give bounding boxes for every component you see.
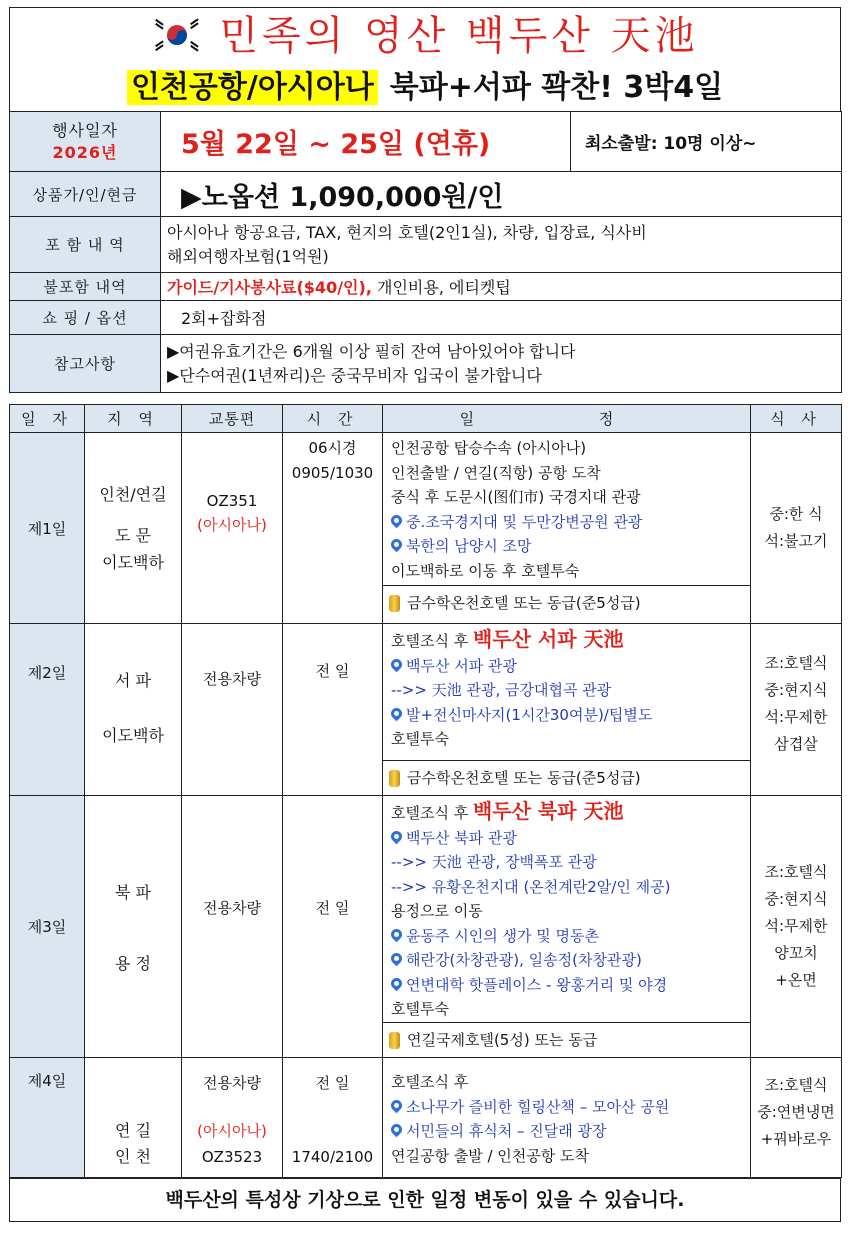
time-value: 0905/1030 — [291, 463, 374, 482]
plan-line-sight: 백두산 서파 관광 — [391, 654, 750, 679]
hotel-icon — [389, 595, 400, 612]
notes-cell — [161, 335, 842, 393]
flight-number: OZ351 — [206, 492, 258, 510]
col-header-day: 일 자 — [10, 405, 85, 433]
region-line: 인 천 — [115, 1147, 151, 1166]
note-1: ▶여권유효기간은 6개월 이상 필히 잔여 남아있어야 합니다 — [167, 341, 576, 361]
region-cell — [85, 624, 182, 796]
plan-line: -->> 天池 관광, 장백폭포 관광 — [391, 853, 597, 871]
location-pin-icon — [389, 926, 405, 942]
region-line: 연 길 — [115, 1121, 151, 1140]
region-cell — [85, 796, 182, 1058]
included-line-1: 아시아나 항공요금, TAX, 현지의 호텔(2인1실), 차량, 입장료, 식사비 — [167, 222, 647, 242]
time-value: 1740/2100 — [291, 1148, 374, 1166]
meal-line: 조:호텔식 — [764, 863, 828, 881]
shopping-label: 쇼 핑 / 옵션 — [10, 301, 161, 335]
note-2: ▶단수여권(1년짜리)은 중국무비자 입국이 불가합니다 — [167, 365, 542, 385]
subtitle-highlight: 인천공항/아시아나 — [127, 70, 378, 105]
time-value: 전 일 — [315, 662, 350, 680]
excluded-rest: 개인비용, 에티켓팁 — [377, 278, 511, 297]
date-label-cell — [10, 112, 161, 172]
time-value: 전 일 — [315, 1074, 350, 1092]
time-value: 전 일 — [315, 898, 350, 917]
airline: (아시아나) — [197, 1122, 267, 1140]
col-header-region: 지 역 — [85, 405, 182, 433]
included-label: 포 함 내 역 — [10, 217, 161, 273]
dates-value: 5월 22일 ~ 25일 (연휴) — [181, 129, 491, 160]
plan-head: 호텔조식 후 백두산 북파 天池 — [391, 799, 624, 823]
subtitle-rest: 북파+서파 꽉찬! 3박4일 — [389, 70, 724, 105]
airline: (아시아나) — [197, 516, 267, 534]
transport-cell — [182, 433, 283, 624]
price-value: ▶노옵션 1,090,000원/인 — [181, 181, 504, 213]
time-cell — [283, 624, 383, 796]
page-subtitle — [9, 64, 841, 112]
meal-line: 석:무제한 — [764, 917, 828, 935]
location-pin-icon — [389, 512, 405, 528]
excluded-cell — [161, 273, 842, 301]
plan-line-sight: 중.조국경지대 및 두만강변공원 관광 — [391, 510, 750, 535]
col-header-meal: 식 사 — [751, 405, 842, 433]
flight-number: OZ3523 — [201, 1148, 263, 1166]
plan-line: -->> 유황온천지대 (온천계란2알/인 제공) — [391, 877, 671, 896]
plan-line: 중식 후 도문시(图们市) 국경지대 관광 — [391, 488, 641, 506]
plan-line-sight: 백두산 북파 관광 — [391, 826, 750, 851]
excluded-red: 가이드/기사봉사료($40/인), — [167, 278, 372, 297]
transport-value: 전용차량 — [203, 670, 261, 688]
day-label: 제1일 — [10, 433, 85, 624]
plan-line-sight: 북한의 남양시 조망 — [391, 534, 750, 559]
itinerary-cell — [383, 624, 751, 796]
transport-value: 전용차량 — [203, 898, 261, 917]
plan-line: 호텔투숙 — [391, 730, 449, 748]
day-label: 제3일 — [10, 796, 85, 1058]
region-line: 인천/연길 — [99, 484, 167, 504]
location-pin-icon — [389, 1122, 405, 1138]
meal-line: 조:호텔식 — [764, 1076, 828, 1094]
col-header-time: 시 간 — [283, 405, 383, 433]
day-label: 제4일 — [10, 1058, 85, 1178]
region-cell — [85, 1058, 182, 1178]
excluded-label: 불포함 내역 — [10, 273, 161, 301]
plan-line-sight: 해란강(차창관광), 일송정(차창관광) — [391, 948, 750, 973]
meal-line: 양꼬치 — [774, 944, 818, 962]
time-cell — [283, 796, 383, 1058]
day-row-2 — [10, 624, 842, 796]
time-cell — [283, 433, 383, 624]
region-cell — [85, 433, 182, 624]
region-line: 용 정 — [115, 953, 151, 973]
meal-cell — [751, 1058, 842, 1178]
location-pin-icon — [389, 1097, 405, 1113]
location-pin-icon — [389, 951, 405, 967]
hotel-line: 금수학온천호텔 또는 동급(준5성급) — [383, 760, 750, 795]
footer-notice: 백두산의 특성상 기상으로 인한 일정 변동이 있을 수 있습니다. — [9, 1178, 841, 1222]
day-label: 제2일 — [10, 624, 85, 796]
time-cell — [283, 1058, 383, 1178]
location-pin-icon — [389, 975, 405, 991]
meal-line: 조:호텔식 — [764, 654, 828, 672]
col-header-transport: 교통편 — [182, 405, 283, 433]
region-line: 이도백하 — [102, 726, 164, 745]
location-pin-icon — [389, 705, 405, 721]
plan-head: 호텔조식 후 백두산 서파 天池 — [391, 627, 624, 651]
title-text: 민족의 영산 백두산 天池 — [219, 13, 699, 59]
meal-line: 중:한 식 — [769, 505, 823, 523]
schedule-table — [9, 404, 842, 1178]
plan-line-sight: 연변대학 핫플레이스 - 왕홍거리 및 야경 — [391, 973, 750, 998]
plan-line: 호텔투숙 — [391, 1000, 449, 1018]
location-pin-icon — [389, 656, 405, 672]
min-departure: 최소출발: 10명 이상~ — [585, 134, 757, 154]
plan-line: 이도백하로 이동 후 호텔투숙 — [391, 561, 580, 580]
plan-line: 연길공항 출발 / 인천공항 도착 — [391, 1146, 590, 1165]
year-label: 2026년 — [52, 142, 118, 162]
hotel-icon — [389, 1032, 400, 1049]
meal-cell — [751, 624, 842, 796]
plan-line: 용정으로 이동 — [391, 902, 483, 920]
shopping-cell — [161, 301, 842, 335]
plan-line: 인천출발 / 연길(직항) 공항 도착 — [391, 463, 601, 482]
location-pin-icon — [389, 537, 405, 553]
transport-cell — [182, 624, 283, 796]
transport-cell — [182, 796, 283, 1058]
plan-line-sight: 윤동주 시인의 생가 및 명동촌 — [391, 924, 750, 949]
region-line: 서 파 — [115, 671, 151, 690]
meal-cell — [751, 433, 842, 624]
min-departure-cell — [571, 112, 842, 172]
meal-line: 중:연변냉면 — [757, 1103, 835, 1121]
meal-line: 중:현지식 — [764, 890, 828, 908]
meal-line: 삼겹살 — [774, 735, 818, 753]
hotel-line: 금수학온천호텔 또는 동급(준5성급) — [383, 585, 750, 620]
dates-cell — [161, 112, 571, 172]
included-line-2: 해외여행자보험(1억원) — [167, 246, 329, 266]
price-label: 상품가/인/현금 — [10, 172, 161, 217]
shopping-value: 2회+잡화점 — [181, 309, 267, 328]
region-line: 이도백하 — [102, 552, 164, 572]
location-pin-icon — [389, 828, 405, 844]
plan-line: 호텔조식 후 — [391, 1073, 469, 1091]
col-header-itinerary: 일 정 — [383, 405, 751, 433]
meal-line: 중:현지식 — [764, 681, 828, 699]
plan-line: -->> 天池 관광, 금강대협곡 관광 — [391, 681, 612, 699]
day-row-3 — [10, 796, 842, 1058]
plan-line-sight: 발+전신마사지(1시간30여분)/팁별도 — [391, 703, 750, 728]
transport-value: 전용차량 — [203, 1074, 261, 1092]
itinerary-cell — [383, 433, 751, 624]
meal-line: 석:불고기 — [764, 532, 828, 550]
korea-flag-icon — [151, 16, 203, 54]
day-row-4 — [10, 1058, 842, 1178]
meal-line: +꿔바로우 — [760, 1130, 832, 1148]
plan-line: 인천공항 탑승수속 (아시아나) — [391, 439, 587, 457]
date-label: 행사일자 — [52, 120, 118, 140]
plan-line-sight: 서민들의 휴식처 – 진달래 광장 — [391, 1119, 750, 1144]
meal-line: 석:무제한 — [764, 708, 828, 726]
price-cell — [161, 172, 842, 217]
region-line: 도 문 — [115, 525, 151, 545]
page-title — [9, 7, 841, 65]
time-value: 06시경 — [308, 439, 357, 457]
info-table — [9, 111, 842, 393]
region-line: 북 파 — [115, 882, 151, 902]
plan-line-sight: 소나무가 즐비한 힐링산책 – 모아산 공원 — [391, 1095, 750, 1120]
hotel-icon — [389, 770, 400, 787]
meal-cell — [751, 796, 842, 1058]
day-row-1 — [10, 433, 842, 624]
meal-line: +온면 — [775, 971, 817, 989]
included-cell — [161, 217, 842, 273]
notes-label: 참고사항 — [10, 335, 161, 393]
itinerary-cell — [383, 796, 751, 1058]
transport-cell — [182, 1058, 283, 1178]
itinerary-cell — [383, 1058, 751, 1178]
hotel-line: 연길국제호텔(5성) 또는 동급 — [383, 1022, 750, 1057]
